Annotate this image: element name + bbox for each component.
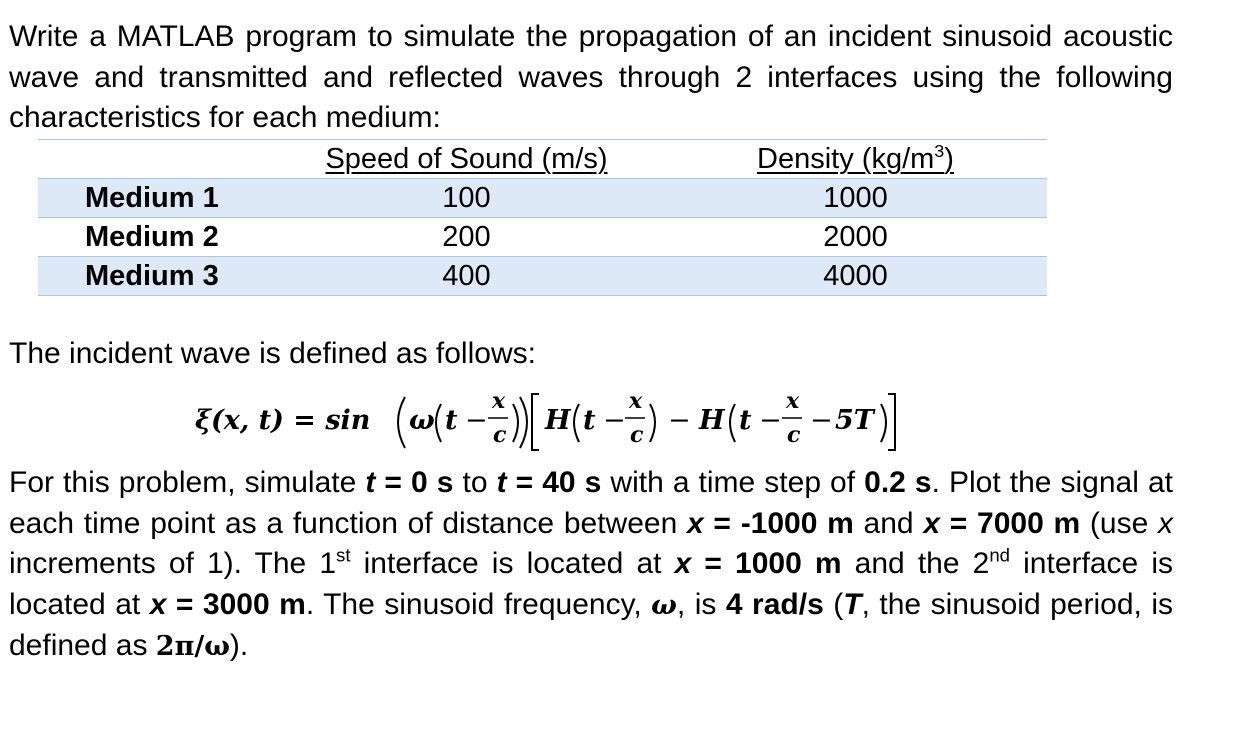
medium-label: Medium 2	[85, 221, 219, 253]
eq-heaviside-2: H	[699, 405, 725, 436]
header-empty-cell	[38, 140, 269, 179]
problem-paragraph: For this problem, simulate t = 0 s to t = 40 s with a time step of 0.2 s. Plot the signal at each time point as a function of distance between x = -1000 m and x = 7000 m (use x increments of 1). The 1st interface is located at x = 1000 m and the 2nd interface is located at x = 3000 m. The sinusoid frequency, ω, is 4 rad/s (T, the sinusoid period, is defined as 2π/ω).	[9, 466, 1174, 662]
eq-frac-num-1: x	[492, 388, 506, 414]
table-row	[38, 218, 1047, 257]
eq-frac-num-2: x	[629, 388, 643, 414]
eq-t-3: t	[739, 405, 752, 436]
intro-paragraph: Write a MATLAB program to simulate the propagation of an incident sinusoid acoustic wave and transmitted and reflected waves through 2 interfaces using the following characteristics for each medium:	[9, 20, 1173, 134]
eq-t-2: t	[583, 405, 596, 436]
density-value: 2000	[823, 221, 888, 253]
speed-value: 400	[442, 260, 491, 292]
table-row	[38, 179, 1047, 218]
header-density: Density $(kg/m^3)$	[757, 140, 954, 175]
eq-frac-den-1: c	[493, 422, 507, 448]
header-speed-of-sound: Speed of Sound (m/s)	[325, 143, 608, 175]
incident-wave-intro: The incident wave is defined as follows:	[9, 337, 536, 370]
speed-value: 100	[442, 182, 491, 214]
eq-minus-4: −	[759, 405, 782, 436]
speed-value: 200	[442, 221, 491, 253]
eq-five-T: 5T	[835, 405, 874, 436]
eq-frac-num-3: x	[786, 388, 800, 414]
eq-heaviside-1: H	[545, 405, 571, 436]
medium-label: Medium 1	[85, 182, 219, 214]
medium-label: Medium 3	[85, 260, 219, 292]
incident-wave-equation	[195, 382, 995, 457]
equation-lhs: ξ(x, t) = sin	[195, 405, 371, 436]
eq-frac-den-2: c	[630, 422, 644, 448]
table-row	[38, 257, 1047, 296]
medium-properties-table	[38, 139, 1047, 296]
eq-minus-1: −	[465, 405, 488, 436]
eq-minus-2: −	[603, 405, 626, 436]
eq-minus-3: −	[668, 405, 691, 436]
eq-t-1: t	[445, 405, 458, 436]
table-header-row	[38, 140, 1047, 179]
eq-omega: ω	[409, 405, 435, 436]
density-value: 1000	[823, 182, 888, 214]
eq-frac-den-3: c	[787, 422, 801, 448]
density-value: 4000	[823, 260, 888, 292]
eq-minus-5: −	[810, 405, 833, 436]
